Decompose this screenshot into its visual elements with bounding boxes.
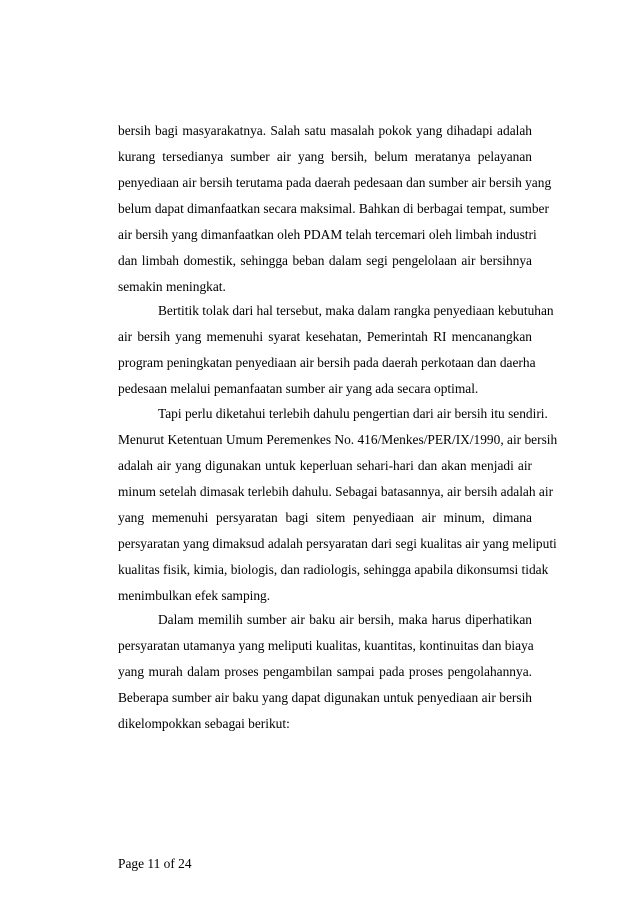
body-text-line: pedesaan melalui pemanfaatan sumber air yang ada secara optimal. xyxy=(118,381,479,396)
body-text-line: minum setelah dimasak terlebih dahulu. Sebagai batasannya, air bersih adalah air xyxy=(118,484,554,499)
body-text-line: persyaratan utamanya yang meliputi kualitas, kuantitas, kontinuitas dan biaya xyxy=(118,638,534,653)
body-text-line: kualitas fisik, kimia, biologis, dan radiologis, sehingga apabila dikonsumsi tidak xyxy=(118,562,549,577)
body-text-line: dan limbah domestik, sehingga beban dalam segi pengelolaan air bersihnya xyxy=(118,253,532,268)
body-text-line: yang murah dalam proses pengambilan sampai pada proses pengolahannya. xyxy=(118,664,532,679)
body-text-line: yang memenuhi persyaratan bagi sitem penyediaan air minum, dimana xyxy=(118,510,532,525)
body-text-line: air bersih yang dimanfaatkan oleh PDAM telah tercemari oleh limbah industri xyxy=(118,227,537,242)
body-text-line: menimbulkan efek samping. xyxy=(118,588,271,603)
body-text-line: semakin meningkat. xyxy=(118,279,226,294)
body-text-line: adalah air yang digunakan untuk keperluan sehari-hari dan akan menjadi air xyxy=(118,458,532,473)
body-text-line: program peningkatan penyediaan air bersih pada daerah perkotaan dan daerha xyxy=(118,355,536,370)
body-text-line: Menurut Ketentuan Umum Peremenkes No. 416/Menkes/PER/IX/1990, air bersih xyxy=(118,432,558,447)
body-text-line: kurang tersedianya sumber air yang bersih, belum meratanya pelayanan xyxy=(118,149,532,164)
paragraph-first-line: Bertitik tolak dari hal tersebut, maka dalam rangka penyediaan kebutuhan xyxy=(158,303,554,318)
body-text-line: Beberapa sumber air baku yang dapat digunakan untuk penyediaan air bersih xyxy=(118,690,532,705)
body-text-line: penyediaan air bersih terutama pada daerah pedesaan dan sumber air bersih yang xyxy=(118,175,552,190)
body-text-line: dikelompokkan sebagai berikut: xyxy=(118,716,290,731)
body-text-line: bersih bagi masyarakatnya. Salah satu masalah pokok yang dihadapi adalah xyxy=(118,123,532,138)
body-text-line: persyaratan yang dimaksud adalah persyaratan dari segi kualitas air yang meliputi xyxy=(118,536,557,551)
body-text-line: air bersih yang memenuhi syarat kesehatan, Pemerintah RI mencanangkan xyxy=(118,329,532,344)
body-text-line: belum dapat dimanfaatkan secara maksimal. Bahkan di berbagai tempat, sumber xyxy=(118,201,549,216)
page-number-footer: Page 11 of 24 xyxy=(118,856,192,871)
paragraph-first-line: Dalam memilih sumber air baku air bersih, maka harus diperhatikan xyxy=(158,612,532,627)
paragraph-first-line: Tapi perlu diketahui terlebih dahulu pengertian dari air bersih itu sendiri. xyxy=(158,406,548,421)
